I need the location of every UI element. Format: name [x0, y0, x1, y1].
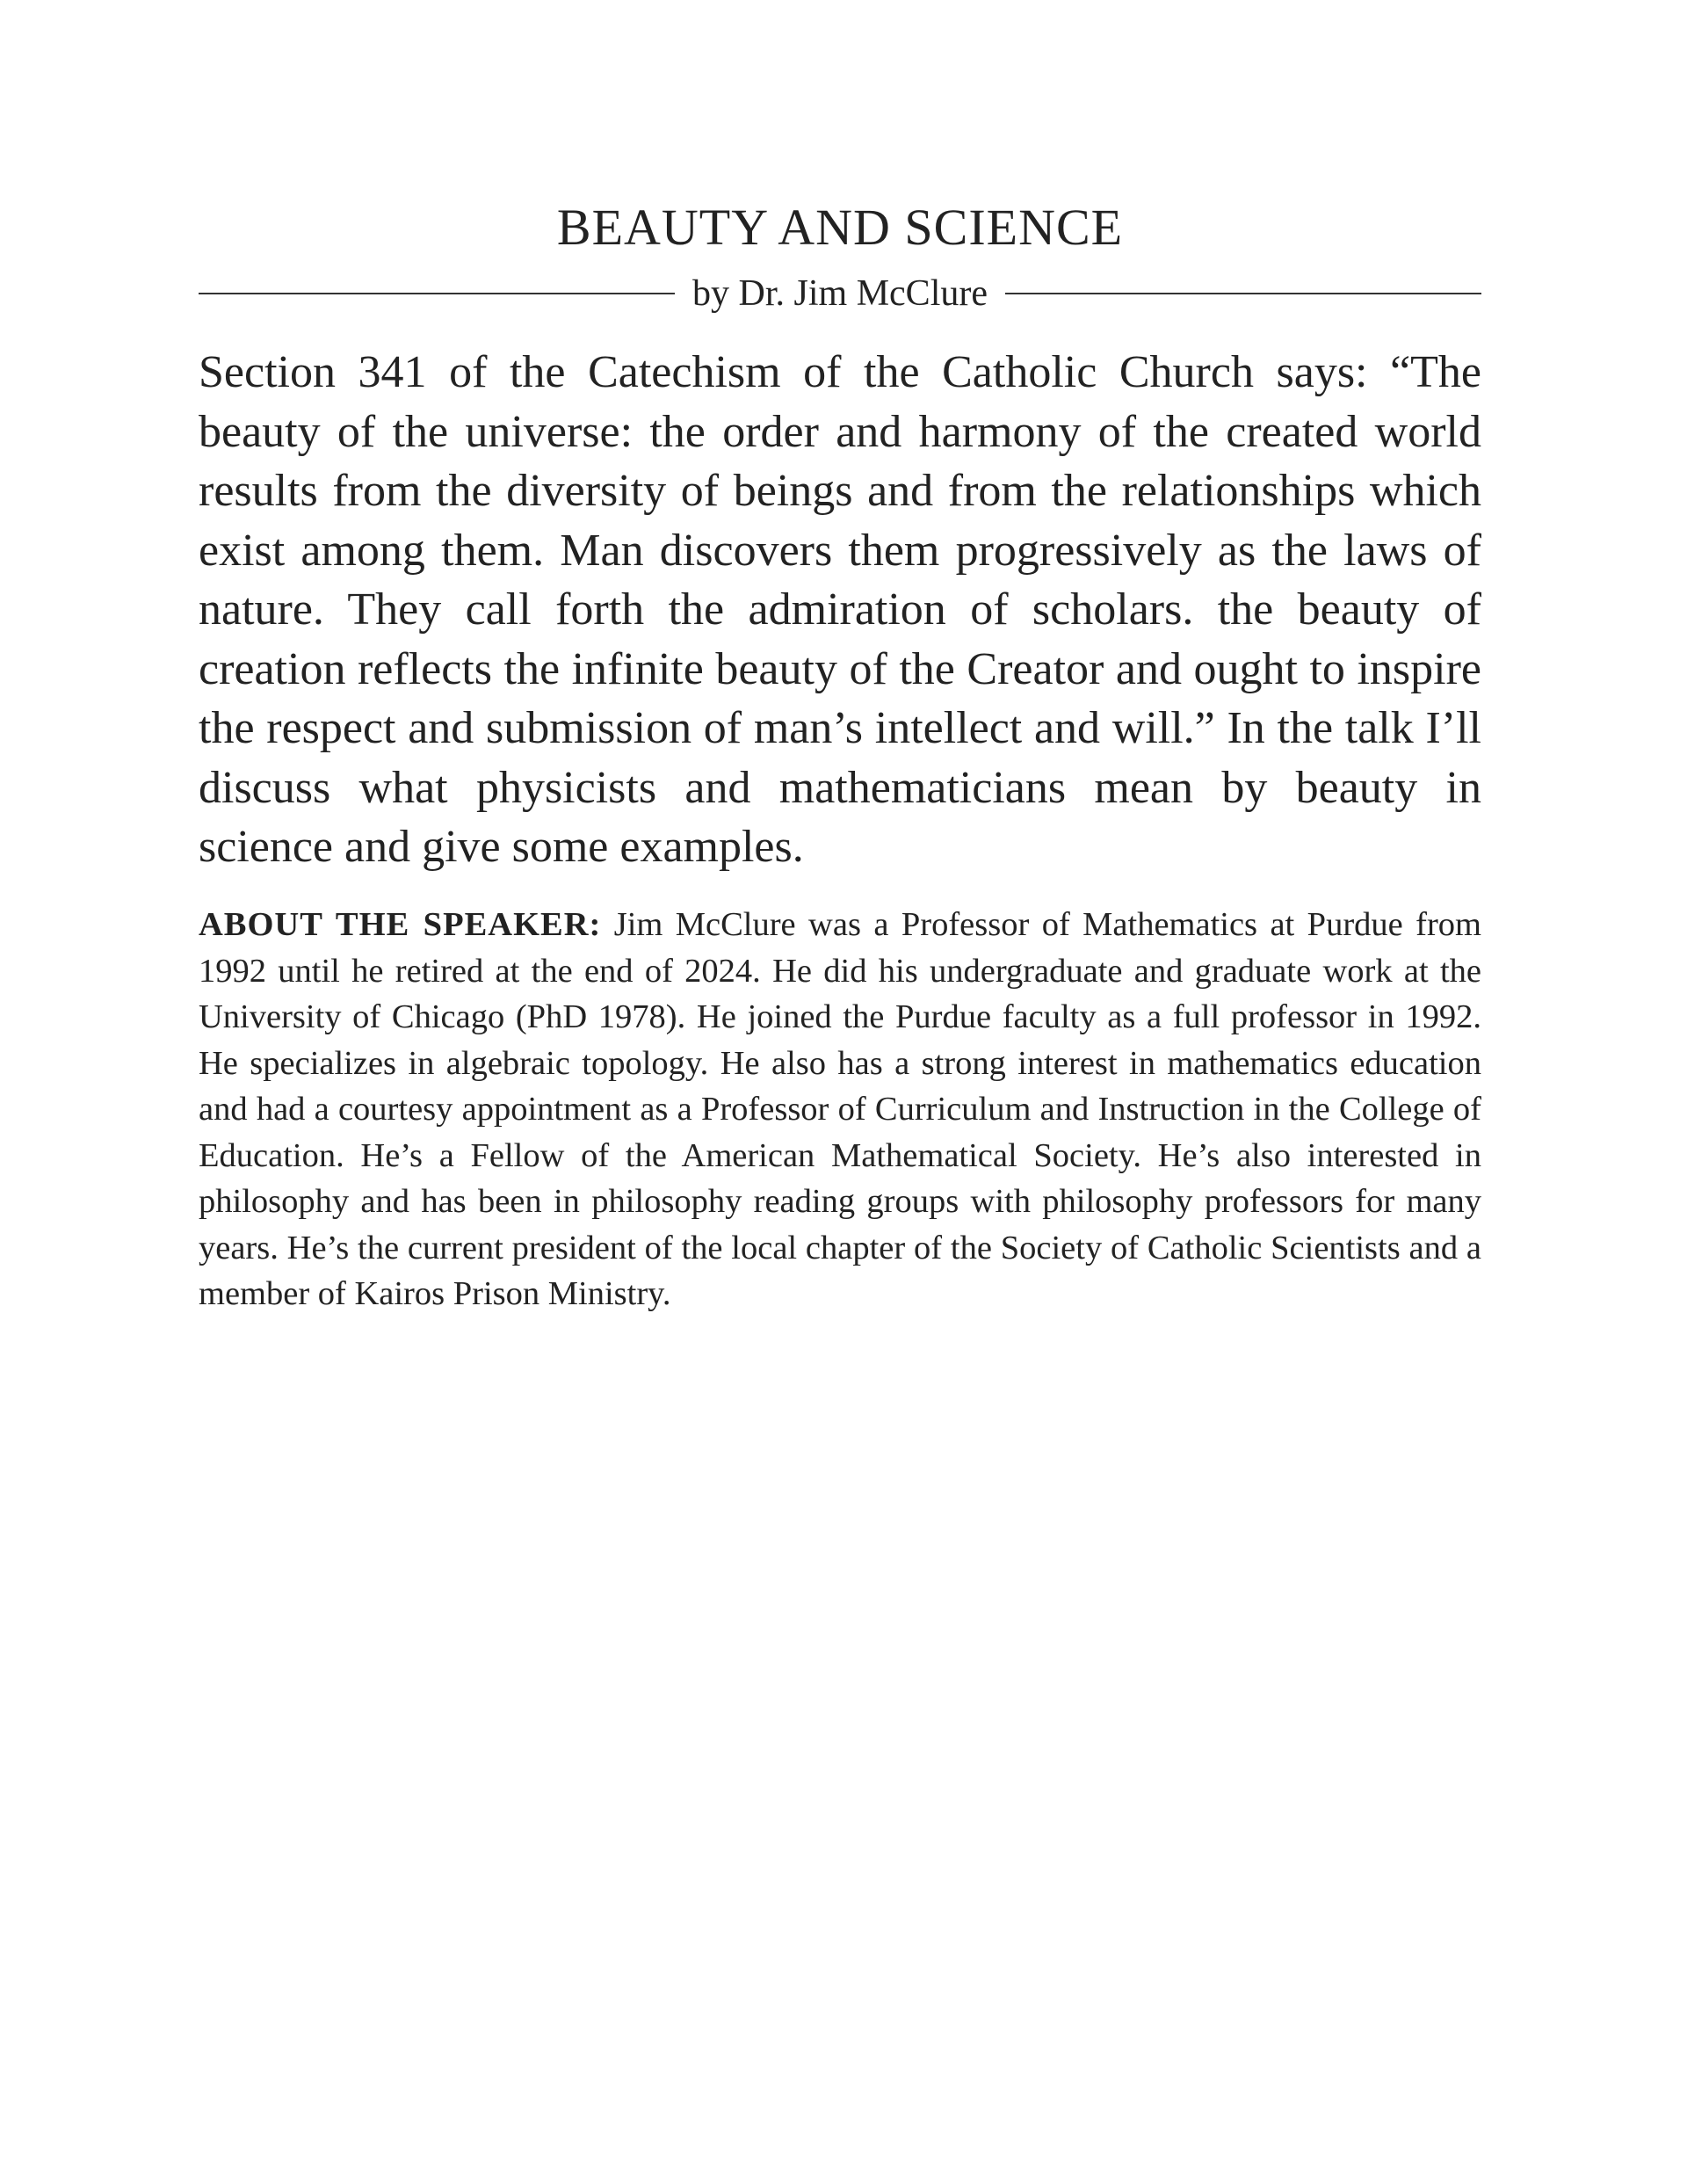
speaker-bio-text: Jim McClure was a Professor of Mathematics at Purdue from 1992 until he retired at the end of 2024. He did his undergraduate and graduate work at the University of Chicago (PhD 1978). He joined the Purdue faculty as a full professor in 1992. He specializes in algebraic topology. He also has a strong interest in mathematics education and had a courtesy appointment as a Professor of Curriculum and Instruction in the College of Education. He’s a Fellow of the American Mathematical Society. He’s also interested in philosophy and has been in philosophy reading groups with philosophy professors for many years. He’s the current president of the local chapter of the Society of Catholic Scientists and a member of Kairos Prison Ministry.: [199, 906, 1481, 1312]
left-divider-rule: [199, 293, 675, 294]
talk-abstract: Section 341 of the Catechism of the Catholic Church says: “The beauty of the universe: the order and harmony of the created world results from the diversity of beings and from the relationships which exist among them. Man discovers them progressively as the laws of nature. They call forth the admiration of scholars. the beauty of creation reflects the infinite beauty of the Creator and ought to inspire the respect and submission of man’s intellect and will.” In the talk I’ll discuss what physicists and mathematicians mean by beauty in science and give some examples.: [199, 347, 1481, 872]
author-byline: by Dr. Jim McClure: [692, 273, 988, 314]
document-title: BEAUTY AND SCIENCE: [556, 199, 1124, 256]
byline-row: [199, 267, 1481, 320]
speaker-bio: [199, 902, 1481, 1317]
speaker-bio-label: ABOUT THE SPEAKER:: [199, 906, 602, 943]
right-divider-rule: [1005, 293, 1481, 294]
